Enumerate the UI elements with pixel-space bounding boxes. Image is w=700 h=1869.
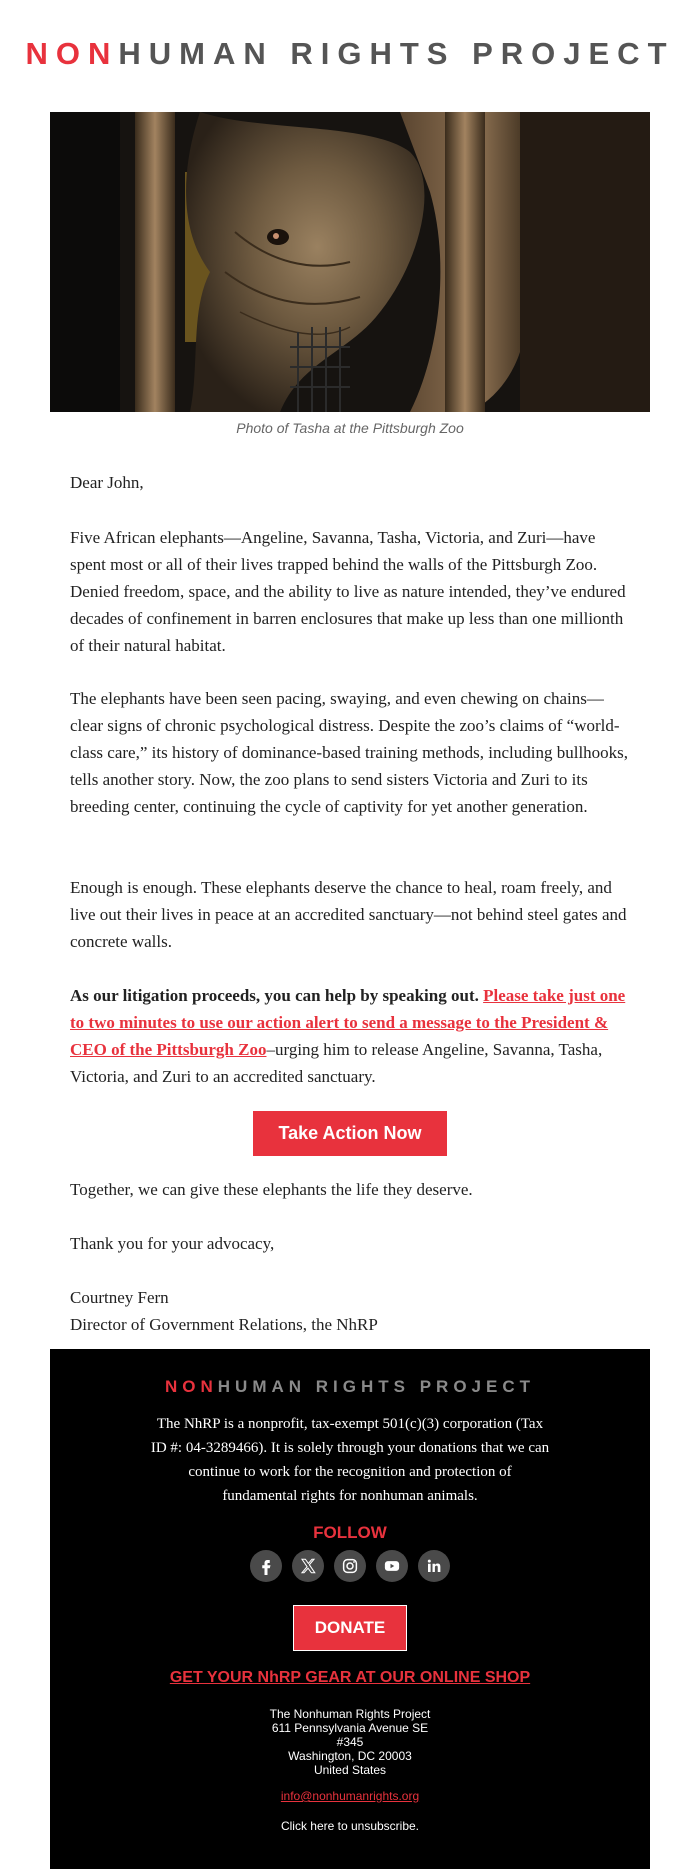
address-country: United States <box>313 1763 387 1777</box>
hero-photo-elephant <box>50 112 650 412</box>
greeting-text: Dear John, <box>70 473 144 492</box>
sign-off-text: Thank you for your advocacy, <box>70 1234 275 1253</box>
unsubscribe-link[interactable]: Click here to unsubscribe. <box>280 1819 420 1833</box>
footer-logo[interactable] <box>50 1377 650 1397</box>
footer <box>50 1349 650 1869</box>
youtube-icon[interactable] <box>376 1550 408 1582</box>
footer-description: The NhRP is a nonprofit, tax-exempt 501(c)(3) corporation (Tax ID #: 04-3289466). It is solely through your donations that we can continue to work for the recognition and protection of fundamental rights for nonhuman animals. <box>150 1416 550 1504</box>
donate-button[interactable]: DONATE <box>293 1605 407 1651</box>
x-icon[interactable] <box>292 1550 324 1582</box>
footer-logo-gray-text: HUMAN RIGHTS PROJECT <box>217 1377 535 1396</box>
letter-paragraph-3 <box>70 874 630 955</box>
follow-label: FOLLOW <box>313 1523 387 1542</box>
take-action-button[interactable]: Take Action Now <box>253 1111 447 1156</box>
address-org: The Nonhuman Rights Project <box>269 1707 431 1721</box>
signature-block <box>70 1284 630 1338</box>
logo-gray-text: HUMAN RIGHTS PROJECT <box>118 36 675 71</box>
elephant-photo-illustration <box>50 112 650 412</box>
action-alert-link[interactable]: Please take just one to two minutes to use our action alert to send a message to the President & CEO of the Pittsburgh Zoo <box>70 986 626 1059</box>
address-street: 611 Pennsylvania Avenue SE <box>271 1721 429 1735</box>
signature-name: Courtney Fern <box>70 1288 169 1307</box>
paragraph-text: Five African elephants—Angeline, Savanna, Tasha, Victoria, and Zuri—have spent most or all of their lives trapped behind the walls of the Pittsburgh Zoo. Denied freedom, space, and the ability to live as nature intended, they’ve endured decades of confinement in barren enclosures that make up less than one millionth of their natural habitat. <box>70 528 626 655</box>
signature-title: Director of Government Relations, the NhRP <box>70 1315 378 1334</box>
online-shop-link[interactable]: GET YOUR NhRP GEAR AT OUR ONLINE SHOP <box>169 1669 531 1686</box>
paragraph-text: The elephants have been seen pacing, swaying, and even chewing on chains—clear signs of chronic psychological distress. Despite the zoo’s claims of “world-class care,” its history of dominance-based training methods, including bullhooks, tells another story. Now, the zoo plans to send sisters Victoria and Zuri to its breeding center, continuing the cycle of captivity for yet another generation. <box>70 689 629 816</box>
letter-paragraph-4 <box>70 982 630 1090</box>
logo-red-text: NON <box>25 36 119 71</box>
paragraph-text: Together, we can give these elephants the life they deserve. <box>70 1180 473 1199</box>
paragraph-rest-text: –urging him to release Angeline, Savanna, Tasha, Victoria, and Zuri to an accredited sanctuary. <box>70 1040 603 1086</box>
photo-caption: Photo of Tasha at the Pittsburgh Zoo <box>236 420 464 436</box>
social-links <box>50 1550 650 1582</box>
letter-paragraph-5 <box>70 1176 630 1203</box>
mailing-address <box>50 1707 650 1777</box>
address-city: Washington, DC 20003 <box>288 1749 412 1763</box>
address-suite: #345 <box>336 1735 364 1749</box>
call-to-action-intro: As our litigation proceeds, you can help by speaking out. <box>70 986 479 1005</box>
linkedin-icon[interactable] <box>418 1550 450 1582</box>
paragraph-text: Enough is enough. These elephants deserve the chance to heal, roam freely, and live out their lives in peace at an accredited sanctuary—not behind steel gates and concrete walls. <box>70 878 627 951</box>
letter-paragraph-1 <box>70 524 630 659</box>
instagram-icon[interactable] <box>334 1550 366 1582</box>
letter-greeting <box>70 469 630 496</box>
facebook-icon[interactable] <box>250 1550 282 1582</box>
contact-email-link[interactable]: info@nonhumanrights.org <box>280 1789 420 1803</box>
letter-paragraph-2 <box>70 685 630 820</box>
letter-sign-off <box>70 1230 630 1257</box>
header-logo[interactable] <box>0 36 700 72</box>
footer-logo-red-text: NON <box>164 1377 218 1396</box>
